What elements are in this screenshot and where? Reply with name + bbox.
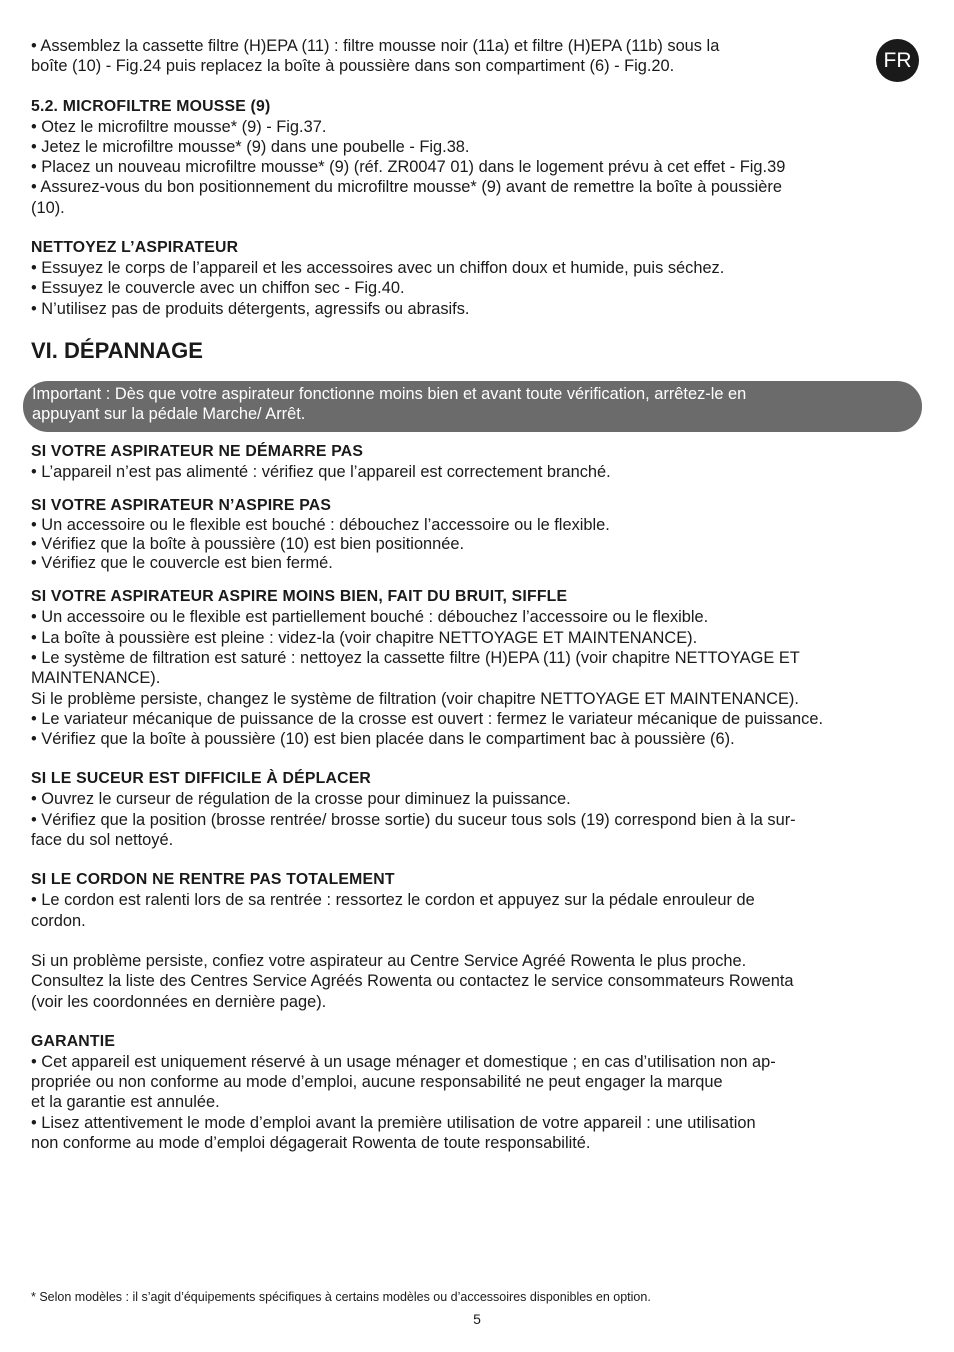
list-item: • Otez le microfiltre mousse* (9) - Fig.37. — [31, 117, 327, 136]
list-item: • L’appareil n’est pas alimenté : vérifiez que l’appareil est correctement branché. — [31, 463, 611, 481]
list-item: • Le système de filtration est saturé : nettoyez la cassette filtre (H)EPA (11) (voir chapitre NETTOYAGE ET — [31, 649, 800, 667]
list-item: • Un accessoire ou le flexible est partiellement bouché : débouchez l’accessoire ou le flexible. — [31, 608, 709, 627]
list-item: • N’utilisez pas de produits détergents, agressifs ou abrasifs. — [31, 299, 470, 318]
section-heading-microfiltre: 5.2. MICROFILTRE MOUSSE (9) — [31, 97, 271, 115]
list-item: Si le problème persiste, changez le système de filtration (voir chapitre NETTOYAGE ET MAINTENANCE). — [31, 689, 799, 708]
list-item: • Placez un nouveau microfiltre mousse* (9) (réf. ZR0047 01) dans le logement prévu à cet effet - Fig.39 — [31, 158, 786, 177]
section-heading-moins: SI VOTRE ASPIRATEUR ASPIRE MOINS BIEN, FAIT DU BRUIT, SIFFLE — [31, 588, 568, 606]
section-heading-cordon: SI LE CORDON NE RENTRE PAS TOTALEMENT — [31, 871, 395, 889]
service-paragraph: Si un problème persiste, confiez votre aspirateur au Centre Service Agréé Rowenta le plus proche. — [31, 951, 747, 970]
list-item: • Essuyez le couvercle avec un chiffon sec - Fig.40. — [31, 279, 405, 298]
banner-line: appuyant sur la pédale Marche/ Arrêt. — [32, 405, 306, 424]
list-item: et la garantie est annulée. — [31, 1093, 220, 1112]
list-item: • Le cordon est ralenti lors de sa rentrée : ressortez le cordon et appuyez sur la pédale enrouleur de — [31, 891, 755, 910]
list-item: propriée ou non conforme au mode d’emploi, aucune responsabilité ne peut engager la marque — [31, 1073, 723, 1092]
list-item: • Jetez le microfiltre mousse* (9) dans une poubelle - Fig.38. — [31, 137, 470, 156]
list-item: • Lisez attentivement le mode d’emploi avant la première utilisation de votre appareil : une utilisation — [31, 1113, 756, 1132]
document-body — [31, 36, 919, 364]
list-item: face du sol nettoyé. — [31, 831, 174, 850]
intro-line: boîte (10) - Fig.24 puis replacez la boîte à poussière dans son compartiment (6) - Fig.20. — [31, 57, 675, 76]
intro-line: • Assemblez la cassette filtre (H)EPA (11) : filtre mousse noir (11a) et filtre (H)EPA (11b) sous la — [31, 37, 720, 55]
important-banner — [23, 381, 922, 432]
chapter-title-depannage: VI. DÉPANNAGE — [31, 337, 203, 363]
section-heading-demarre: SI VOTRE ASPIRATEUR NE DÉMARRE PAS — [31, 443, 364, 460]
list-item: • La boîte à poussière est pleine : videz-la (voir chapitre NETTOYAGE ET MAINTENANCE). — [31, 628, 698, 647]
list-item: • Assurez-vous du bon positionnement du microfiltre mousse* (9) avant de remettre la boîte à poussière — [31, 178, 782, 197]
list-item: • Cet appareil est uniquement réservé à un usage ménager et domestique ; en cas d’utilisation non ap- — [31, 1052, 776, 1071]
list-item: • Vérifiez que la boîte à poussière (10) est bien placée dans le compartiment bac à poussière (6). — [31, 730, 735, 749]
troubleshooting-body — [31, 442, 919, 1153]
section-heading-garantie: GARANTIE — [31, 1032, 116, 1050]
list-item: • Vérifiez que la boîte à poussière (10) est bien positionnée. — [31, 535, 465, 553]
language-badge: FR — [876, 39, 919, 82]
section-heading-nettoyez: NETTOYEZ L’ASPIRATEUR — [31, 239, 239, 257]
footnote: * Selon modèles : il s’agit d’équipements spécifiques à certains modèles ou d’accessoires disponibles en option. — [31, 1290, 651, 1304]
banner-line: Important : Dès que votre aspirateur fonctionne moins bien et avant toute vérification, arrêtez-le en — [32, 385, 747, 403]
list-item: • Ouvrez le curseur de régulation de la crosse pour diminuez la puissance. — [31, 790, 571, 809]
list-item: non conforme au mode d’emploi dégagerait Rowenta de toute responsabilité. — [31, 1134, 591, 1153]
service-paragraph: (voir les coordonnées en dernière page). — [31, 992, 327, 1011]
list-item: • Vérifiez que la position (brosse rentrée/ brosse sortie) du suceur tous sols (19) correspond bien à la sur- — [31, 810, 796, 829]
section-heading-aspire: SI VOTRE ASPIRATEUR N’ASPIRE PAS — [31, 497, 332, 515]
list-item: • Essuyez le corps de l’appareil et les accessoires avec un chiffon doux et humide, puis séchez. — [31, 259, 725, 278]
list-item: • Un accessoire ou le flexible est bouché : débouchez l’accessoire ou le flexible. — [31, 516, 610, 535]
page-number: 5 — [473, 1311, 481, 1327]
list-item: • Le variateur mécanique de puissance de la crosse est ouvert : fermez le variateur mécanique de puissance. — [31, 709, 824, 728]
list-item: cordon. — [31, 911, 86, 930]
list-item: • Vérifiez que le couvercle est bien fermé. — [31, 553, 333, 572]
section-heading-suceur: SI LE SUCEUR EST DIFFICILE À DÉPLACER — [31, 770, 372, 788]
list-item: MAINTENANCE). — [31, 669, 161, 688]
list-item: (10). — [31, 198, 65, 217]
service-paragraph: Consultez la liste des Centres Service Agréés Rowenta ou contactez le service consommateurs Rowenta — [31, 972, 794, 991]
